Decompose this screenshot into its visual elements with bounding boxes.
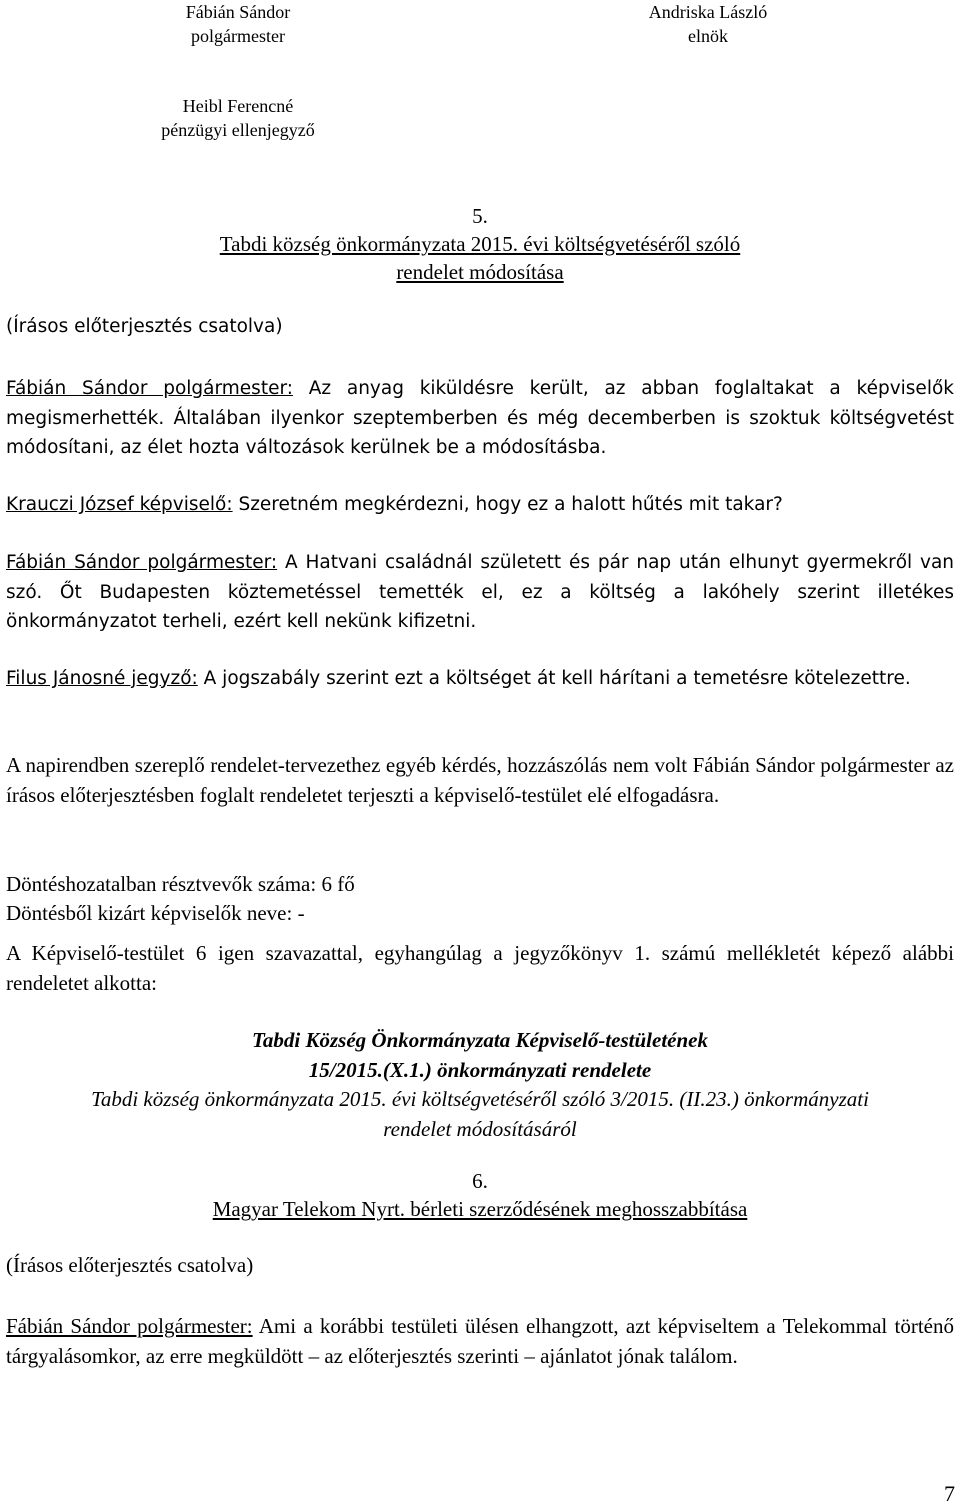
signature-finance-title: pénzügyi ellenjegyző — [161, 120, 315, 140]
item5-participants: Döntéshozatalban résztvevők száma: 6 fő — [6, 872, 355, 896]
signature-finance-name: Heibl Ferencné — [182, 96, 294, 116]
item6-title — [0, 1195, 960, 1223]
item5-paragraph-1 — [6, 374, 954, 463]
item5-title-line1: Tabdi község önkormányzata 2015. évi költségvetéséről szóló — [219, 232, 741, 256]
item6-p1-speaker: Fábián Sándor polgármester: — [6, 1314, 253, 1338]
item5-title-line2: rendelet módosítása — [396, 260, 564, 284]
item6-number: 6. — [472, 1169, 488, 1193]
item5-number: 5. — [472, 204, 488, 228]
item6-title-text: Magyar Telekom Nyrt. bérleti szerződésének meghosszabbítása — [212, 1197, 748, 1221]
item5-p1-text: Az anyag kiküldésre került, az abban foglaltakat a képviselők megismerhették. Általában ilyenkor szeptemberben és még decemberben is szoktuk költségvetést módosítani, az élet hozta változások kerülnek be a módosításba. — [6, 378, 954, 458]
decree-line-2: 15/2015.(X.1.) önkormányzati rendelete — [308, 1057, 652, 1082]
signature-mayor-name: Fábián Sándor — [185, 2, 291, 22]
item5-paragraph-2 — [6, 490, 954, 520]
item5-p3-speaker: Fábián Sándor polgármester: — [6, 552, 278, 573]
item6-attachment-note: (Írásos előterjesztés csatolva) — [6, 1253, 254, 1277]
signature-finance — [128, 94, 348, 142]
item6-paragraph-1 — [6, 1312, 954, 1371]
item5-paragraph-3 — [6, 548, 954, 637]
signature-chair-title: elnök — [688, 26, 728, 46]
item5-paragraph-4 — [6, 664, 954, 694]
decree-line-3: Tabdi község önkormányzata 2015. évi költségvetéséről szóló 3/2015. (II.23.) önkormányzati — [91, 1087, 869, 1111]
item5-vote: A Képviselő-testület 6 igen szavazattal, egyhangúlag a jegyzőkönyv 1. számú mellékletét képező alábbi rendeletet alkotta: — [6, 941, 954, 995]
decree-line-1: Tabdi Község Önkormányzata Képviselő-testületének — [252, 1028, 708, 1052]
item5-decree-block — [0, 1026, 960, 1144]
item5-p3-text: A Hatvani családnál született és pár nap után elhunyt gyermekről van szó. Őt Budapesten köztemetéssel temették el, ez a költség a lakóhely szerint illetékes önkormányzatot terheli, ezért kell nekünk kifizetni. — [6, 552, 954, 632]
signature-chair-name: Andriska László — [648, 2, 768, 22]
decree-line-4: rendelet módosításáról — [383, 1116, 577, 1141]
item5-attachment-note: (Írásos előterjesztés csatolva) — [6, 316, 283, 337]
item5-p4-text: A jogszabály szerint ezt a költséget át kell hárítani a temetésre kötelezettre. — [197, 668, 911, 689]
item5-excluded: Döntésből kizárt képviselők neve: - — [6, 901, 305, 925]
item5-p2-speaker: Krauczi József képviselő: — [6, 494, 233, 515]
item5-p2-text: Szeretném megkérdezni, hogy ez a halott hűtés mit takar? — [232, 494, 783, 515]
signature-chair — [618, 0, 798, 48]
page-number: 7 — [944, 1481, 955, 1506]
signature-mayor — [148, 0, 328, 48]
item5-paragraph-5: A napirendben szereplő rendelet-tervezethez egyéb kérdés, hozzászólás nem volt Fábián Sándor polgármester az írásos előterjesztésben foglalt rendeletet terjeszti a képviselő-testület elé elfogadásra. — [6, 753, 954, 807]
item5-p1-speaker: Fábián Sándor polgármester: — [6, 378, 293, 399]
item5-title — [0, 230, 960, 286]
signature-mayor-title: polgármester — [191, 26, 285, 46]
item5-p4-speaker: Filus Jánosné jegyző: — [6, 668, 198, 689]
item6-p1-text: Ami a korábbi testületi ülésen elhangzott, azt képviseltem a Telekommal történő tárgyalásomkor, az erre megküldött – az előterjesztés szerinti – ajánlatot jónak találom. — [6, 1314, 954, 1368]
